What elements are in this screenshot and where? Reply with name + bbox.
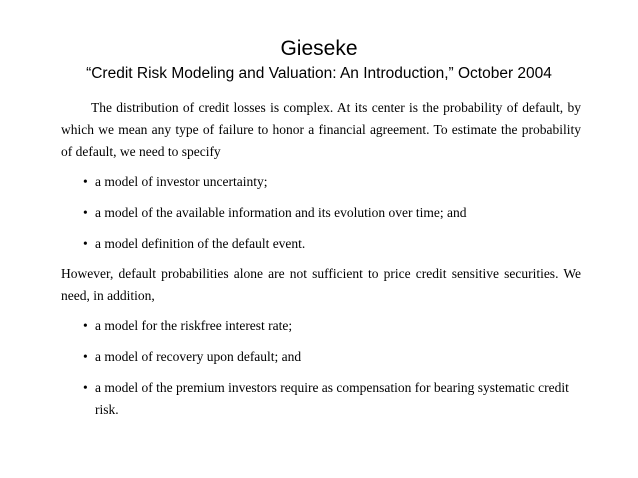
bullet-icon: •: [83, 380, 88, 395]
bullet-icon: •: [83, 205, 88, 220]
paragraph-however: However, default probabilities alone are not sufficient to price credit sensitive securities. We need, in addition,: [61, 266, 581, 303]
list-item: [61, 315, 581, 337]
bullet-icon: •: [83, 318, 88, 333]
list-item: [61, 233, 581, 255]
excerpt-body: [61, 97, 581, 429]
list-item-text: a model of recovery upon default; and: [95, 349, 302, 364]
list-item-text: a model for the riskfree interest rate;: [95, 318, 293, 333]
additional-requirements-list: [61, 315, 581, 421]
list-item: [61, 377, 581, 421]
list-item-text: a model definition of the default event.: [95, 236, 306, 251]
bullet-icon: •: [83, 236, 88, 251]
list-item-text: a model of the available information and its evolution over time; and: [95, 205, 467, 220]
list-item-text: a model of investor uncertainty;: [95, 174, 268, 189]
slide-title-citation: “Credit Risk Modeling and Valuation: An Introduction,” October 2004: [86, 65, 552, 82]
list-item: [61, 171, 581, 193]
requirements-list: [61, 171, 581, 255]
list-item: [61, 202, 581, 224]
bullet-icon: •: [83, 174, 88, 189]
list-item: [61, 346, 581, 368]
paragraph-intro: The distribution of credit losses is complex. At its center is the probability of default, by which we mean any type of failure to honor a financial agreement. To estimate the probability of default, we need to specify: [61, 100, 581, 159]
slide-title-author: Gieseke: [280, 37, 358, 60]
bullet-icon: •: [83, 349, 88, 364]
list-item-text: a model of the premium investors require as compensation for bearing systematic credit risk.: [95, 380, 569, 417]
